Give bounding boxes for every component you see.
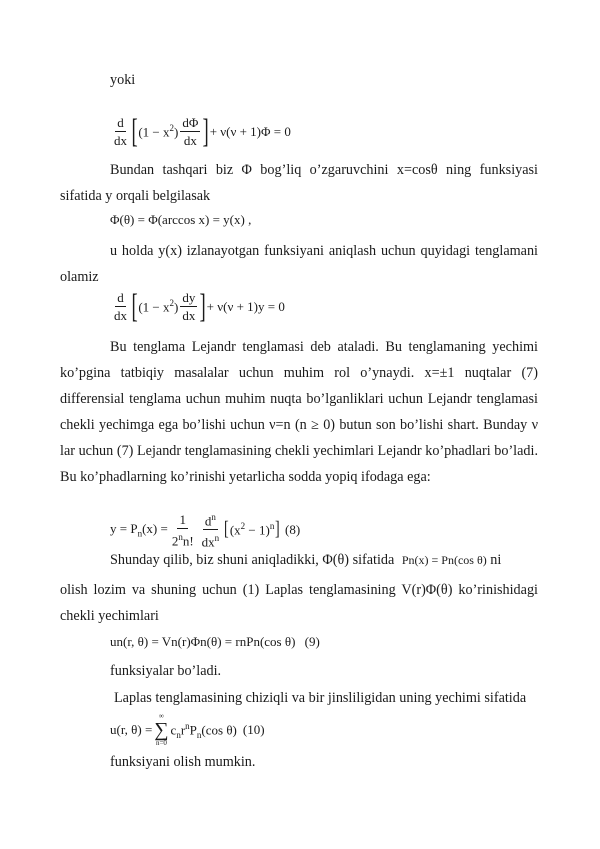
equation-9: [110, 632, 320, 652]
equation-1-tail: + ν(ν + 1)Φ = 0: [209, 123, 291, 139]
equation-10: u(r, θ) = ∞ ∑ n=0 $c_nr^nP_n(\cos$ θ) (10): [110, 712, 265, 747]
text-funksiyalar: funksiyalar bo’ladi.: [110, 663, 222, 679]
paragraph-shunday-b: ni: [490, 552, 502, 568]
equation-10-label: (10): [242, 722, 265, 737]
paragraph-olish: olish lozim va shuning uchun (1) Laplas tenglamasining V(r)Φ(θ) ko’rinishidagi chekli yechimlari: [60, 582, 538, 624]
paragraph-shunday: [110, 550, 501, 570]
paragraph-shunday-a: Shunday qilib, biz shuni aniqladikki, Φ(θ) sifatida: [110, 552, 395, 568]
equation-8: $y = P_n(x)$ = $\frac{1}{2^nn!}$ $\frac{d^n}{dx^n}$ [ $(x^2 - 1)^n$ ] (8): [110, 511, 301, 550]
text-laplas: Laplas tenglamasining chiziqli va bir jinsliligidan uning yechimi sifatida: [114, 690, 527, 706]
equation-9-body: un(r, θ) = Vn(r)Φn(θ) = rnPn(cos θ): [110, 634, 296, 649]
equation-3-tail: + ν(ν + 1)y = 0: [206, 298, 285, 314]
paragraph-legendre: Bu tenglama Lejandr tenglamasi deb ataladi. Bu tenglamaning yechimi ko’pgina tatbiqiy masalalar uchun muhim rol o’ynaydi. x=±1 nuqtalar (7) differensial tenglama uchun muhim nuqta bo’lganliklari uchun Lejandr tenglamasi chekli yechimga ega bo’lishi uchun ν=n (n ≥ 0) butun son bo’lishi shart. Bunday ν lar uchun (7) Lejandr tenglamasining chekli yechimlari Lejandr ko’phadlari bo’ladi. Bu ko’phadlarning ko’rinishi yetarlicha sodda yopiq ifodaga ega:: [60, 339, 538, 485]
equation-9-label: (9): [304, 634, 320, 649]
text-yoki: yoki: [110, 72, 136, 88]
inline-pn: Pn(x) = Pn(cos θ): [401, 553, 487, 567]
paragraph-uholda: u holda y(x) izlanayotgan funksiyani aniqlash uchun quyidagi tenglamani olamiz: [60, 243, 538, 285]
equation-2: Φ(θ) = Φ(arccos x) = y(x) ,: [110, 212, 252, 227]
text-funksiyani: funksiyani olish mumkin.: [110, 754, 256, 770]
paragraph-bundan: Bundan tashqari biz Φ bog’liq o’zgaruvchini x=cosθ ning funksiyasi sifatida y orqali belgilasak: [60, 162, 538, 204]
equation-3: $\frac{d}{dx}$ [ $(1 - x^2)$ $\frac{dy}{dx}$ ] + ν(ν + 1)y = 0: [114, 287, 285, 325]
equation-1: $\frac{d}{dx}$ [ $(1 - x^2)$ $\frac{d\Phi}{dx}$ ] + ν(ν + 1)Φ = 0: [114, 112, 291, 150]
equation-8-label: (8): [285, 521, 301, 537]
